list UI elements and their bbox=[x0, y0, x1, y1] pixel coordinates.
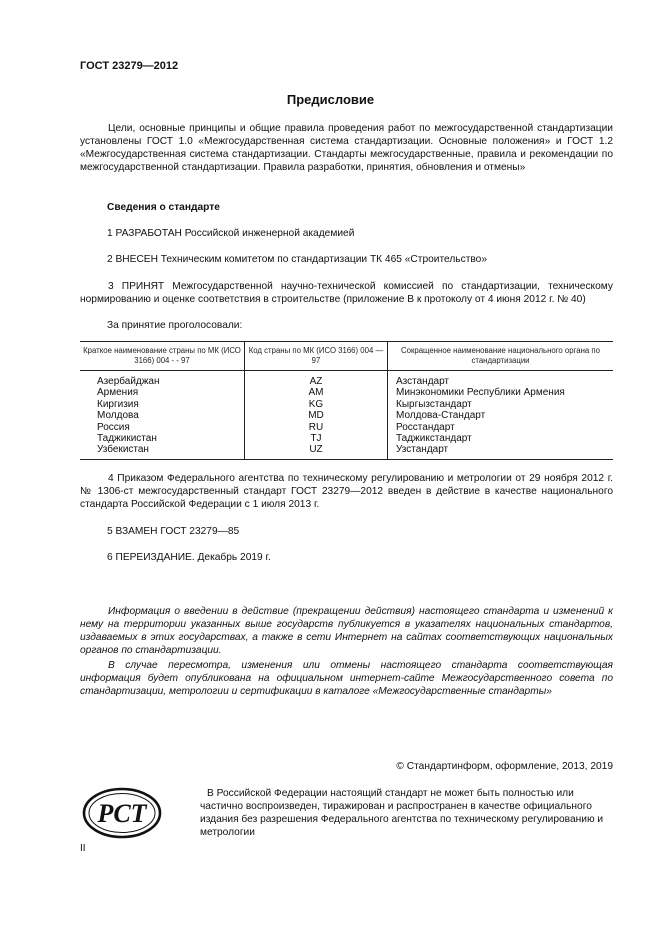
voted-label: За принятие проголосовали: bbox=[107, 320, 243, 331]
item-2: 2 ВНЕСЕН Техническим комитетом по стандартизации ТК 465 «Строительство» bbox=[107, 254, 487, 265]
table-row bbox=[80, 410, 613, 421]
country-cell: Киргизия bbox=[97, 398, 139, 410]
table-row bbox=[80, 399, 613, 410]
country-cell: Армения bbox=[97, 387, 139, 399]
body-cell: Таджикстандарт bbox=[388, 433, 614, 444]
body-cell: Молдова-Стандарт bbox=[388, 410, 614, 421]
page-title: Предисловие bbox=[286, 92, 375, 107]
info-paragraph-1: Информация о введении в действие (прекращении действия) настоящего стандарта и изменений к нему на территории указанных выше государств публикуется в указателях национальных стандартов, издаваемых в этих государствах, а также в сети Интернет на сайтах соответствующих национальных органов по стандартизации. bbox=[80, 606, 613, 656]
code-cell: KG bbox=[245, 399, 388, 410]
item-5: 5 ВЗАМЕН ГОСТ 23279—85 bbox=[107, 526, 240, 537]
country-cell: Азербайджан bbox=[97, 376, 160, 387]
table-row bbox=[80, 444, 613, 459]
logo-text: РСТ bbox=[97, 799, 147, 828]
body-cell: Росстандарт bbox=[388, 422, 614, 433]
code-cell: UZ bbox=[245, 444, 388, 459]
table-row bbox=[80, 422, 613, 433]
item-1: 1 РАЗРАБОТАН Российской инженерной академией bbox=[107, 228, 355, 239]
table-row bbox=[80, 387, 613, 398]
rst-logo bbox=[80, 784, 164, 847]
table-header-country: Краткое наименование страны по МК (ИСО 3166) 004 - - 97 bbox=[80, 342, 245, 371]
document-number: ГОСТ 23279—2012 bbox=[80, 60, 179, 72]
code-cell: MD bbox=[245, 410, 388, 421]
item-6: 6 ПЕРЕИЗДАНИЕ. Декабрь 2019 г. bbox=[107, 552, 271, 563]
table-row bbox=[80, 371, 613, 388]
body-cell: Узстандарт bbox=[388, 444, 614, 459]
item-4: 4 Приказом Федерального агентства по техническому регулированию и метрологии от 29 ноября 2012 г. № 1306-ст межгосударственный стандарт ГОСТ 23279—2012 введен в действие в качестве национального стандарта Российской Федерации с 1 июля 2013 г. bbox=[80, 473, 613, 510]
table-row bbox=[80, 433, 613, 444]
code-cell: AM bbox=[245, 387, 388, 398]
info-paragraph-2: В случае пересмотра, изменения или отмены настоящего стандарта соответствующая информация будет опубликована на официальном интернет-сайте Межгосударственного совета по стандартизации, метрологии и сертификации в каталоге «Межгосударственные стандарты» bbox=[80, 660, 613, 697]
rst-logo-icon bbox=[80, 784, 164, 842]
code-cell: AZ bbox=[245, 371, 388, 388]
reproduction-notice: В Российской Федерации настоящий стандарт не может быть полностью или частично воспроизведен, тиражирован и распространен в качестве официального издания без разрешения Федерального агентства по техническому регулированию и метрологии bbox=[200, 788, 604, 838]
table-header-row bbox=[80, 342, 613, 371]
body-cell: Азстандарт bbox=[388, 371, 614, 388]
table-header-body: Сокращенное наименование национального органа по стандартизации bbox=[388, 342, 614, 371]
country-cell: Россия bbox=[97, 421, 130, 433]
item-3: 3 ПРИНЯТ Межгосударственной научно-технической комиссией по стандартизации, техническому нормированию и оценке соответствия в строительстве (приложение В к протоколу от 4 июня 2012 г. № 40) bbox=[80, 281, 613, 305]
country-cell: Узбекистан bbox=[97, 444, 149, 456]
table-header-code: Код страны по МК (ИСО 3166) 004 — 97 bbox=[245, 342, 388, 371]
code-cell: TJ bbox=[245, 433, 388, 444]
member-states-table bbox=[80, 341, 613, 460]
country-cell: Таджикистан bbox=[97, 433, 157, 445]
body-cell: Кыргызстандарт bbox=[388, 399, 614, 410]
section-title: Сведения о стандарте bbox=[107, 202, 220, 213]
page-number: II bbox=[80, 843, 86, 854]
country-cell: Молдова bbox=[97, 410, 139, 422]
code-cell: RU bbox=[245, 422, 388, 433]
copyright: © Стандартинформ, оформление, 2013, 2019 bbox=[396, 761, 613, 772]
body-cell: Минэкономики Республики Армения bbox=[388, 387, 614, 398]
intro-paragraph: Цели, основные принципы и общие правила проведения работ по межгосударственной стандартизации установлены ГОСТ 1.0 «Межгосударственная система стандартизации. Основные положения» и ГОСТ 1.2 «Межгосударственная система стандартизации. Стандарты межгосударственные, правила и рекомендации по межгосударственной стандартизации. Правила разработки, принятия, обновления и отмены» bbox=[80, 123, 613, 173]
